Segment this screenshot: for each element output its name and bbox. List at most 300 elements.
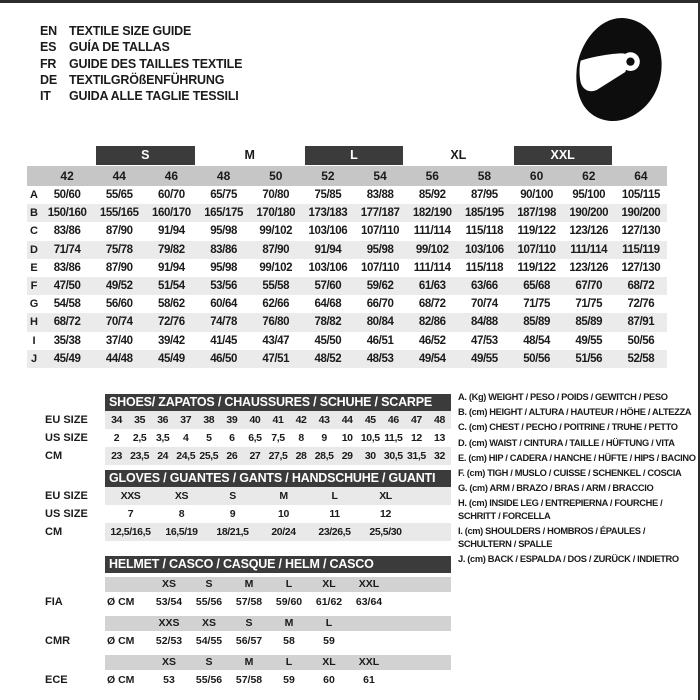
gloves-value-cell: L [331,490,338,502]
shoes-value-cell: 26 [226,450,238,462]
helmet-value-cell: 61 [363,674,375,686]
measurement-row-label: A [30,189,38,201]
helmet-value-cell: 59 [323,635,335,647]
shoes-value-cell: 3,5 [155,432,170,444]
measurement-row [27,295,667,313]
size-band-m: M [244,148,255,162]
measurement-cell: 127/130 [621,225,661,238]
helmet-sizes-row [45,614,451,631]
measurement-row [27,277,667,295]
measurement-row-cells [41,259,667,277]
gloves-value-cell: XL [379,490,392,502]
helmet-sections [45,575,451,690]
shoes-row-label: CM [45,450,63,462]
measurement-cell: 83/88 [366,189,394,201]
helmet-size-cell: XL [322,578,336,590]
measurement-cell: 48/54 [523,334,550,347]
measurement-cell: 119/122 [517,225,556,238]
measurement-cell: 123/126 [569,225,609,238]
legend-item: J. (cm) BACK / ESPALDA / DOS / ZURÜCK / INDIETRO [458,553,679,564]
measurement-row-label: E [30,261,38,274]
measurement-cell: 65/75 [210,189,237,201]
measurement-cell: 170/180 [256,207,296,220]
shoes-row [45,429,451,447]
shoes-value-cell: 6,5 [248,432,262,444]
helmet-value-cell: 57/58 [235,674,263,686]
language-code: ES [40,40,57,55]
measurement-cell: 103/106 [465,243,504,256]
helmet-size-cell: S [205,578,213,590]
measurement-cell: 49/55 [471,352,498,365]
diameter-unit-label: Ø CM [107,635,135,647]
shoes-value-cell: 27 [249,450,261,462]
helmet-size-cell: L [325,617,333,629]
measurement-cell: 79/82 [158,243,185,256]
helmet-size-cell: XS [161,578,176,590]
helmet-value-cell: 57/58 [235,596,263,608]
measurement-cell: 60/70 [158,189,185,201]
measurement-cell: 45/49 [158,352,185,365]
gloves-value-cell: M [279,490,288,502]
gloves-value-cell: 20/24 [271,526,296,538]
guide-title: GUIDA ALLE TAGLIE TESSILI [69,89,239,104]
measurement-cell: 95/100 [572,189,606,201]
measurement-row-label: C [30,225,38,238]
helmet-value-cell: 54/55 [195,635,223,647]
shoes-value-cell: 45 [364,414,376,426]
gloves-row-label: EU SIZE [45,490,88,502]
gloves-value-cell: XS [174,490,189,502]
measurement-row-label: D [30,243,38,256]
measurement-cell: 90/100 [520,189,553,201]
gloves-value-cell: 18/21,5 [216,526,249,538]
legend-item: H. (cm) INSIDE LEG / ENTREPIERNA / FOURCHE / SCHRITT / FORCELLA [458,498,663,521]
measurement-cell: 68/72 [53,316,81,329]
shoes-value-cell: 25,5 [199,450,219,462]
helmet-sizes-row [45,575,451,592]
measurement-cell: 187/198 [517,207,556,220]
legend-item: E. (cm) HIP / CADERA / HANCHE / HÜFTE / HIPS / BACINO [458,452,696,463]
helmet-size-cell: XS [161,656,176,668]
measurement-cell: 61/63 [418,279,446,292]
helmet-standard-section [45,653,451,690]
measurement-cell: 71/75 [575,298,603,311]
measurement-cell: 87/95 [471,189,498,201]
gloves-row [45,505,451,523]
measurement-cell: 39/42 [158,334,185,347]
shoes-value-cell: 6 [229,432,235,444]
shoes-value-cell: 24 [157,450,169,462]
size-band-xl: XL [450,148,467,162]
measurement-cell: 107/110 [517,243,556,256]
measurement-cell: 155/165 [99,207,139,220]
measurement-cell: 103/106 [308,225,348,238]
measurement-cell: 190/200 [621,207,661,220]
measurement-cell: 99/102 [259,261,293,274]
measurement-row-cells [41,350,667,368]
language-code: FR [40,56,57,71]
gloves-header-row [45,470,451,487]
measurement-cell: 75/85 [314,189,342,201]
helmet-value-cells [105,631,451,651]
gloves-value-cell: 12 [380,508,391,520]
shoes-value-cell: 38 [203,414,215,426]
shoes-row-cells [105,447,451,465]
measurement-cell: 68/72 [418,298,446,311]
shoes-value-cell: 9 [321,432,327,444]
shoes-value-cell: 41 [272,414,284,426]
shoes-value-cell: 28,5 [314,450,334,462]
measurement-cell: 115/118 [465,261,504,274]
shoes-value-cell: 4 [183,432,189,444]
language-row [40,39,242,55]
shoes-value-cell: 30,5 [383,450,403,462]
legend-item: C. (cm) CHEST / PECHO / POITRINE / TRUHE / PETTO [458,422,678,433]
measurement-cell: 85/89 [575,316,603,329]
size-header-cell: 60 [529,169,544,183]
measurement-cell: 47/53 [471,334,498,347]
measurement-cell: 123/126 [569,261,609,274]
helmet-value-cell: 55/56 [195,674,223,686]
gutter [45,653,105,670]
measurement-cell: 111/114 [570,243,608,256]
measurement-cell: 48/52 [314,352,342,365]
sizes-header-row [27,166,667,186]
helmet-size-cell: XS [201,617,216,629]
shoes-value-cell: 10,5 [360,432,380,444]
helmet-size-cell: L [285,578,293,590]
measurement-row [27,222,667,240]
size-header-cell: 42 [60,169,74,183]
measurement-cell: 50/56 [627,334,655,347]
helmet-value-cell: 53 [163,674,175,686]
helmet-size-cell: XXL [358,656,380,668]
measurement-cell: 91/94 [158,261,185,274]
measurement-cell: 177/187 [360,207,400,220]
shoes-value-cell: 47 [410,414,422,426]
shoes-value-cell: 8 [298,432,304,444]
gutter [45,575,105,592]
measurement-cell: 43/47 [262,334,290,347]
measurement-cell: 107/110 [361,261,400,274]
shoes-value-cell: 11,5 [384,432,403,444]
measurement-cell: 64/68 [314,298,342,311]
measurement-cell: 99/102 [415,243,449,256]
gloves-value-cell: XXS [120,490,141,502]
measurement-cell: 83/86 [53,261,81,274]
gutter [45,556,105,573]
measurement-cell: 82/86 [418,316,446,329]
measurement-cell: 107/110 [361,225,400,238]
gloves-rows [45,487,451,541]
measurement-cell: 47/51 [262,352,290,365]
gutter [45,470,105,487]
gutter [45,394,105,411]
measurement-cell: 58/62 [158,298,185,311]
measurement-row-cells [41,186,667,204]
shoes-header-row [45,394,451,411]
size-header-cell: 46 [164,169,179,183]
measurement-cell: 78/82 [314,316,342,329]
measurement-row-cells [41,313,667,331]
measurement-cell: 87/90 [105,261,133,274]
shoes-value-cell: 10 [341,432,353,444]
measurement-row [27,186,667,204]
measurement-cell: 66/70 [366,298,394,311]
measurement-cell: 46/51 [366,334,394,347]
helmet-size-cell: XL [322,656,336,668]
measurement-cell: 83/86 [210,243,237,256]
language-code: EN [40,24,57,38]
measurement-cell: 85/92 [418,189,446,201]
shoes-value-cell: 44 [341,414,353,426]
size-category-row [27,146,667,165]
diameter-unit-label: Ø CM [107,596,135,608]
measurement-cell: 59/62 [366,279,394,292]
shoes-value-cell: 24,5 [176,450,196,462]
textile-size-table [27,146,667,368]
measurement-cell: 46/50 [210,352,237,365]
language-code: DE [40,72,57,87]
measurement-cell: 74/78 [210,316,237,329]
shoes-row [45,447,451,465]
measurement-cell: 87/90 [262,243,290,256]
size-header-cell: 58 [477,169,492,183]
helmet-value-cell: 60 [323,674,335,686]
shoes-value-cell: 2,5 [132,432,147,444]
measurement-cell: 55/58 [262,279,290,292]
shoes-value-cell: 43 [318,414,330,426]
legend-item: I. (cm) SHOULDERS / HOMBROS / ÉPAULES / SCHULTERN / SPALLE [458,526,646,549]
helmet-value-cells [105,670,451,690]
size-band-l: L [305,146,403,165]
measurement-cell: 87/91 [627,316,655,329]
gloves-row [45,523,451,541]
shoes-value-cell: 36 [157,414,169,426]
shoes-value-cell: 35 [134,414,146,426]
guide-title: GUÍA DE TALLAS [69,40,170,55]
measurement-cell: 68/72 [627,279,655,292]
legend-item: G. (cm) ARM / BRAZO / BRAS / ARM / BRACCIO [458,483,654,494]
measurement-cell: 67/70 [575,279,603,292]
helmet-value-cell: 63/64 [355,596,383,608]
gloves-value-cell: 11 [329,508,340,520]
helmet-standard-section [45,575,451,612]
measurement-cell: 103/106 [308,261,348,274]
language-code: IT [40,89,51,104]
measurement-row-cells [41,222,667,240]
helmet-size-cell: XXS [158,617,180,629]
diameter-unit-label: Ø CM [107,674,135,686]
measurement-legend [458,391,698,568]
measurement-cell: 56/60 [105,298,133,311]
size-header-cell: 48 [216,169,231,183]
measurement-row [27,350,667,368]
measurement-row-label: H [30,316,38,329]
measurement-cell: 49/55 [575,334,603,347]
measurement-cell: 41/45 [210,334,237,347]
size-header-cell: 64 [634,169,648,183]
size-header-cell: 44 [112,169,126,183]
measurement-cell: 47/50 [53,279,81,292]
helmet-size-cells [105,577,451,592]
gutter [45,614,105,631]
measurement-row-label: I [32,334,36,347]
shoes-row-cells [105,429,451,447]
helmet-value-cell: 59/60 [275,596,303,608]
shoes-value-cell: 39 [226,414,238,426]
label-column-spacer [27,166,41,186]
helmet-value-cell: 55/56 [195,596,223,608]
helmet-size-cell: M [244,656,254,668]
measurement-cell: 85/89 [523,316,550,329]
shoes-row-label: EU SIZE [45,414,88,426]
gloves-value-cell: 8 [178,508,185,520]
helmet-header-row [45,556,451,573]
measurement-cell: 54/58 [53,298,81,311]
gloves-value-cell: 9 [229,508,236,520]
measurement-cell: 95/98 [210,261,237,274]
measurement-cell: 49/54 [418,352,446,365]
helmet-sizes-row [45,653,451,670]
shoes-value-cell: 27,5 [268,450,288,462]
standard-label: FIA [45,596,63,608]
helmet-size-cells [105,616,451,631]
measurement-row-label: F [30,279,38,292]
helmet-value-cells [105,592,451,612]
measurement-cell: 173/183 [308,207,348,220]
size-header-cell: 52 [321,169,335,183]
measurement-cell: 160/170 [152,207,191,220]
shoes-rows [45,411,451,465]
shoes-row-label: US SIZE [45,432,88,444]
measurement-cell: 55/65 [105,189,133,201]
shoes-value-cell: 37 [180,414,192,426]
shoes-row-cells [105,411,451,429]
measurement-cell: 95/98 [366,243,394,256]
gloves-row-label: CM [45,526,63,538]
shoes-value-cell: 34 [111,414,122,426]
shoes-value-cell: 46 [387,414,399,426]
shoes-value-cell: 31,5 [406,450,426,462]
gloves-table [45,470,451,541]
measurement-row-label: G [29,298,39,311]
measurement-cell: 111/114 [413,261,451,274]
measurement-cell: 50/60 [53,189,81,201]
measurement-cell: 119/122 [517,261,556,274]
measurement-cell: 62/66 [262,298,290,311]
language-title-list [40,23,242,104]
helmet-values-row [45,670,451,690]
measurement-cell: 115/118 [465,225,504,238]
helmet-size-cell: L [285,656,293,668]
unit-column-spacer [105,616,149,631]
standard-label: CMR [45,635,71,647]
shoes-table [45,394,451,465]
shoes-value-cell: 7,5 [271,432,285,444]
gloves-value-cell: 12,5/16,5 [110,526,151,538]
shoes-value-cell: 29 [341,450,353,462]
measurement-cell: 115/119 [622,243,660,256]
measurement-cell: 95/98 [210,225,237,238]
shoes-value-cell: 30 [364,450,376,462]
measurement-cell: 71/74 [53,243,81,256]
measurement-row-cells [41,204,667,222]
helmet-size-cell: M [284,617,294,629]
helmet-value-cell: 61/62 [315,596,343,608]
helmet-value-cell: 59 [283,674,295,686]
shoes-value-cell: 28 [295,450,307,462]
helmet-values-row [45,631,451,651]
shoes-value-cell: 13 [434,432,445,444]
helmet-value-cell: 52/53 [155,635,183,647]
measurement-row [27,204,667,222]
measurement-cell: 75/78 [105,243,133,256]
measurement-row-label: J [30,352,38,365]
measurement-cell: 72/76 [158,316,185,329]
gloves-row-label: US SIZE [45,508,88,520]
size-header-cell: 50 [269,169,283,183]
gloves-row [45,487,451,505]
measurement-cell: 185/195 [465,207,504,220]
measurement-cell: 50/56 [523,352,550,365]
shoes-value-cell: 40 [249,414,261,426]
measurement-cell: 48/53 [366,352,394,365]
gloves-value-cell: 25,5/30 [369,526,402,538]
helmet-size-cell: S [245,617,253,629]
unit-column-spacer [105,577,149,592]
measurement-cell: 71/75 [523,298,550,311]
legend-item: D. (cm) WAIST / CINTURA / TAILLE / HÜFTUNG / VITA [458,437,675,448]
measurement-cell: 72/76 [627,298,655,311]
gloves-row-cells [105,523,451,541]
guide-title: TEXTILE SIZE GUIDE [69,24,192,38]
helmet-value-cell: 58 [283,635,295,647]
measurement-cell: 91/94 [158,225,185,238]
measurement-row-cells [41,241,667,259]
language-row [40,72,242,88]
legend-item: B. (cm) HEIGHT / ALTURA / HAUTEUR / HÖHE / ALTEZZA [458,407,692,418]
gloves-title-bar: GLOVES / GUANTES / GANTS / HANDSCHUHE / GUANTI [105,470,451,487]
measurement-cell: 65/68 [523,279,550,292]
measurement-cell: 99/102 [259,225,293,238]
unit-column-spacer [105,655,149,670]
size-header-cell: 62 [582,169,596,183]
helmet-table [45,556,451,690]
helmet-size-cell: S [205,656,213,668]
measurement-cell: 51/54 [158,279,185,292]
helmet-standard-section [45,614,451,651]
measurement-row-cells [41,332,667,350]
measurement-row-cells [41,277,667,295]
legend-item: F. (cm) TIGH / MUSLO / CUISSE / SCHENKEL / COSCIA [458,467,682,478]
measurement-row-label: B [30,207,38,220]
measurement-cell: 44/48 [105,352,133,365]
size-band-s: S [96,146,194,165]
shoes-value-cell: 2 [113,432,120,444]
gloves-row-cells [105,505,451,523]
legend-item: A. (Kg) WEIGHT / PESO / POIDS / GEWITCH / PESO [458,392,668,402]
measurement-cell: 51/56 [575,352,603,365]
measurement-row [27,313,667,331]
language-row [40,23,242,39]
shoes-title-bar: SHOES/ ZAPATOS / CHAUSSURES / SCHUHE / SCARPE [105,394,451,411]
measurement-cell: 70/80 [262,189,290,201]
gloves-value-cell: S [229,490,236,502]
measurement-cell: 45/50 [314,334,342,347]
measurement-cell: 37/40 [105,334,133,347]
gloves-value-cell: 10 [278,508,289,520]
